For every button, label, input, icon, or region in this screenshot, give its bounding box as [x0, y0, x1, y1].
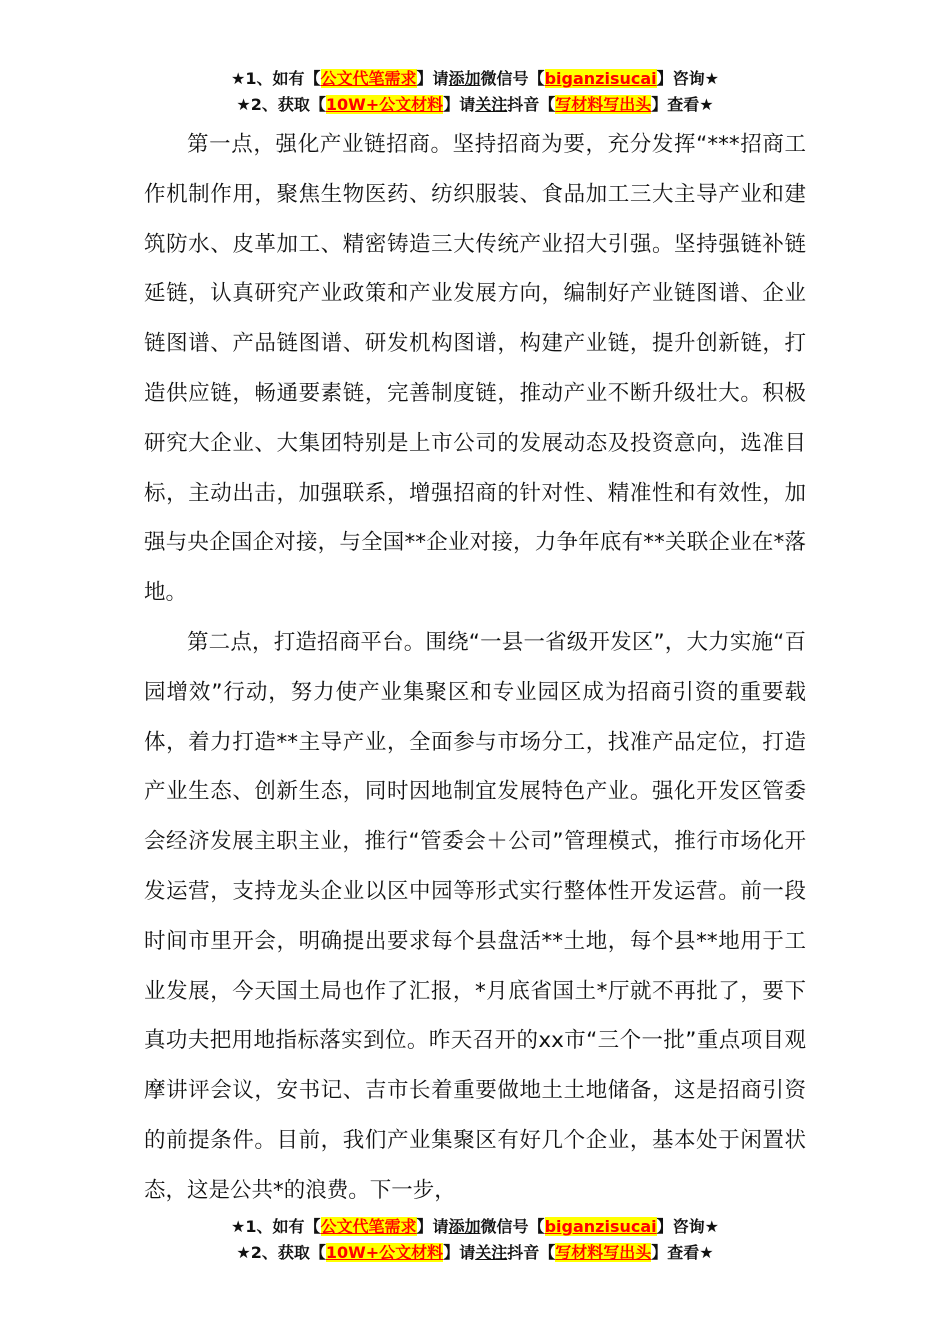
highlight-text: 公文代笔需求 — [320, 69, 417, 88]
banner-text: 】请 — [416, 1217, 449, 1236]
underlined-text: 添加 — [448, 69, 481, 88]
banner-text: ★2、获取【 — [236, 1243, 326, 1262]
paragraph-2: 第二点，打造招商平台。围绕“一县一省级开发区”，大力实施“百园增效”行动，努力使产业集聚区和专业园区成为招商引资的重要载体，着力打造**主导产业，全面参与市场分工，找准产品定位，打造产业生态、创新生态，同时因地制宜发展特色产业。强化开发区管委会经济发展主职主业，推行“管委会＋公司”管理模式，推行市场化开发运营，支持龙头企业以区中园等形式实行整体性开发运营。前一段时间市里开会，明确提出要求每个县盘活**土地，每个县**地用于工业发展，今天国土局也作了汇报，*月底省国土*厅就不再批了，要下真功夫把用地指标落实到位。昨天召开的xx市“三个一批”重点项目观摩讲评会议，安书记、吉市长着重要做地土土地储备，这是招商引资的前提条件。目前，我们产业集聚区有好几个企业，基本处于闲置状态，这是公共*的浪费。下一步， — [144, 629, 806, 1203]
underlined-text: 关注 — [475, 95, 508, 114]
highlight-text: 公文代笔需求 — [320, 1217, 417, 1236]
banner-text: 】请 — [416, 69, 449, 88]
banner-text: 微信号【 — [480, 1217, 545, 1236]
banner-text: 】咨询★ — [656, 69, 719, 88]
banner-text: 抖音【 — [507, 95, 556, 114]
wechat-id: biganzisucai — [544, 1217, 657, 1236]
banner-line-2 — [0, 1240, 950, 1266]
paragraph-1: 第一点，强化产业链招商。坚持招商为要，充分发挥“***招商工作机制作用，聚焦生物医药、纺织服装、食品加工三大主导产业和建筑防水、皮革加工、精密铸造三大传统产业招大引强。坚持强链补链延链，认真研究产业政策和产业发展方向，编制好产业链图谱、企业链图谱、产品链图谱、研发机构图谱，构建产业链，提升创新链，打造供应链，畅通要素链，完善制度链，推动产业不断升级壮大。积极研究大企业、大集团特别是上市公司的发展动态及投资意向，选准目标，主动出击，加强联系，增强招商的针对性、精准性和有效性，加强与央企国企对接，与全国**企业对接，力争年底有**关联企业在*落地。 — [144, 132, 806, 606]
banner-text: ★1、如有【 — [231, 1217, 321, 1236]
banner-line-2 — [0, 92, 950, 118]
banner-text: 抖音【 — [507, 1243, 556, 1262]
banner-text: 】查看★ — [651, 95, 714, 114]
banner-text: 】查看★ — [651, 1243, 714, 1262]
highlight-text: 10W+公文材料 — [325, 1243, 444, 1262]
banner-line-1 — [0, 1214, 950, 1240]
banner-text: 微信号【 — [480, 69, 545, 88]
banner-text: ★2、获取【 — [236, 95, 326, 114]
douyin-account: 写材料写出头 — [555, 1243, 652, 1262]
header-banner — [0, 66, 950, 118]
banner-text: ★1、如有【 — [231, 69, 321, 88]
banner-text: 】请 — [443, 95, 476, 114]
highlight-text: 10W+公文材料 — [325, 95, 444, 114]
douyin-account: 写材料写出头 — [555, 95, 652, 114]
banner-line-1 — [0, 66, 950, 92]
underlined-text: 关注 — [475, 1243, 508, 1262]
underlined-text: 添加 — [448, 1217, 481, 1236]
wechat-id: biganzisucai — [544, 69, 657, 88]
document-body — [144, 120, 806, 1216]
banner-text: 】请 — [443, 1243, 476, 1262]
footer-banner — [0, 1214, 950, 1266]
banner-text: 】咨询★ — [656, 1217, 719, 1236]
